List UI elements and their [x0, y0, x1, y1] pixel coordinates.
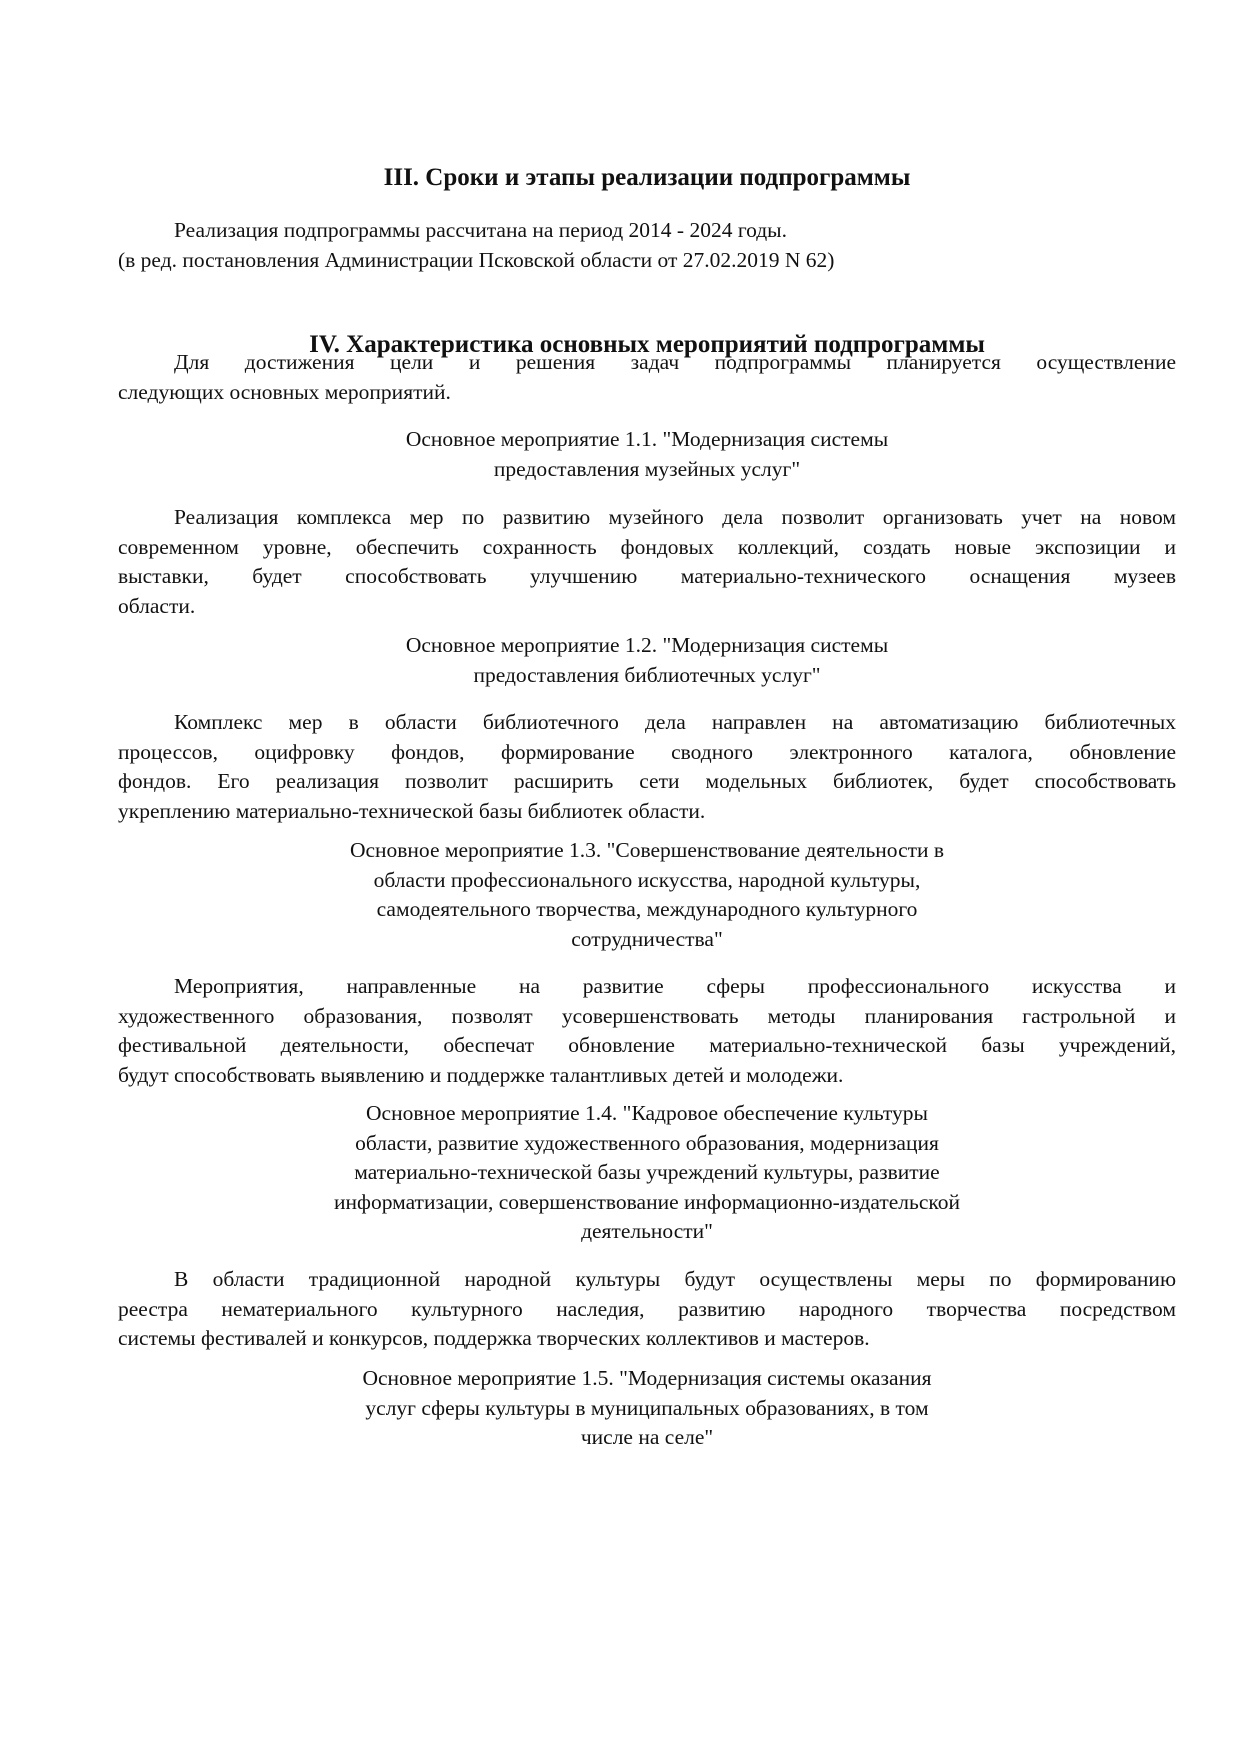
measure-title-line: области профессионального искусства, народной культуры, [373, 867, 921, 892]
measure-title-line: деятельности" [581, 1219, 713, 1243]
paragraph-line: художественного образования, позволят усовершенствовать методы планирования гастрольной и [118, 1003, 1176, 1028]
measure-title-line: материально-технической базы учреждений культуры, развитие [354, 1160, 940, 1184]
paragraph-line: Реализация комплекса мер по развитию музейного дела позволит организовать учет на новом [174, 505, 1176, 529]
measure-1-3-text [118, 972, 1176, 1090]
measure-1-3-title [118, 836, 1176, 954]
section-3-paragraph [118, 216, 1176, 275]
paragraph-line: Комплекс мер в области библиотечного дела направлен на автоматизацию библиотечных [174, 710, 1176, 734]
measure-title-line: самодеятельного творчества, международного культурного [376, 897, 918, 921]
paragraph-line: фестивальной деятельности, обеспечат обновление материально-технической базы учреждений, [118, 1033, 1176, 1057]
measure-title-line: Основное мероприятие 1.1. "Модернизация системы [405, 427, 889, 451]
paragraph-line: выставки, будет способствовать улучшению материально-технического оснащения музеев [118, 564, 1176, 588]
paragraph-line: процессов, оцифровку фондов, формирование сводного электронного каталога, обновление [118, 739, 1176, 764]
paragraph-line: современном уровне, обеспечить сохранность фондовых коллекций, создать новые экспозиции и [118, 534, 1176, 559]
measure-title-line: области, развитие художественного образования, модернизация [355, 1130, 939, 1155]
measure-title-line: предоставления библиотечных услуг" [473, 662, 821, 687]
amendment-note: (в ред. постановления Администрации Псковской области от 27.02.2019 N 62) [118, 247, 835, 272]
measure-1-2-text [118, 708, 1176, 826]
paragraph-line: будут способствовать выявлению и поддержке талантливых детей и молодежи. [118, 1062, 844, 1087]
paragraph-line: области. [118, 593, 196, 618]
measure-1-5-title [118, 1364, 1176, 1453]
paragraph-line: В области традиционной народной культуры будут осуществлены меры по формированию [174, 1267, 1176, 1291]
section-4-heading: IV. Характеристика основных мероприятий подпрограммы [309, 331, 985, 358]
paragraph-line: укреплению материально-технической базы библиотек области. [118, 798, 706, 823]
measure-1-2-title [118, 631, 1176, 690]
measure-title-line: Основное мероприятие 1.5. "Модернизация системы оказания [362, 1366, 932, 1390]
measure-title-line: Основное мероприятие 1.3. "Совершенствование деятельности в [349, 838, 945, 862]
measure-title-line: Основное мероприятие 1.2. "Модернизация системы [405, 633, 889, 657]
measure-title-line: информатизации, совершенствование информационно-издательской [334, 1189, 960, 1214]
measure-1-4-title [118, 1099, 1176, 1247]
section-3-heading: III. Сроки и этапы реализации подпрограммы [383, 164, 911, 191]
measure-title-line: Основное мероприятие 1.4. "Кадровое обеспечение культуры [366, 1101, 928, 1125]
measure-title-line: числе на селе" [580, 1425, 714, 1449]
measure-title-line: услуг сферы культуры в муниципальных образованиях, в том [365, 1395, 929, 1420]
section-3-text-line: Реализация подпрограммы рассчитана на период 2014 - 2024 годы. [174, 218, 788, 242]
intro-line: следующих основных мероприятий. [118, 379, 451, 404]
section-4-intro [118, 348, 1176, 407]
paragraph-line: реестра нематериального культурного наследия, развитию народного творчества посредством [118, 1296, 1176, 1321]
measure-1-1-text [118, 503, 1176, 621]
intro-line: Для достижения цели и решения задач подпрограммы планируется осуществление [174, 350, 1176, 374]
measure-1-4-text [118, 1265, 1176, 1354]
paragraph-line: Мероприятия, направленные на развитие сферы профессионального искусства и [174, 974, 1176, 998]
measure-title-line: сотрудничества" [571, 926, 723, 951]
measure-1-1-title [118, 425, 1176, 484]
paragraph-line: системы фестивалей и конкурсов, поддержка творческих коллективов и мастеров. [118, 1326, 870, 1350]
paragraph-line: фондов. Его реализация позволит расширить сети модельных библиотек, будет способствовать [118, 769, 1176, 793]
measure-title-line: предоставления музейных услуг" [493, 456, 801, 481]
